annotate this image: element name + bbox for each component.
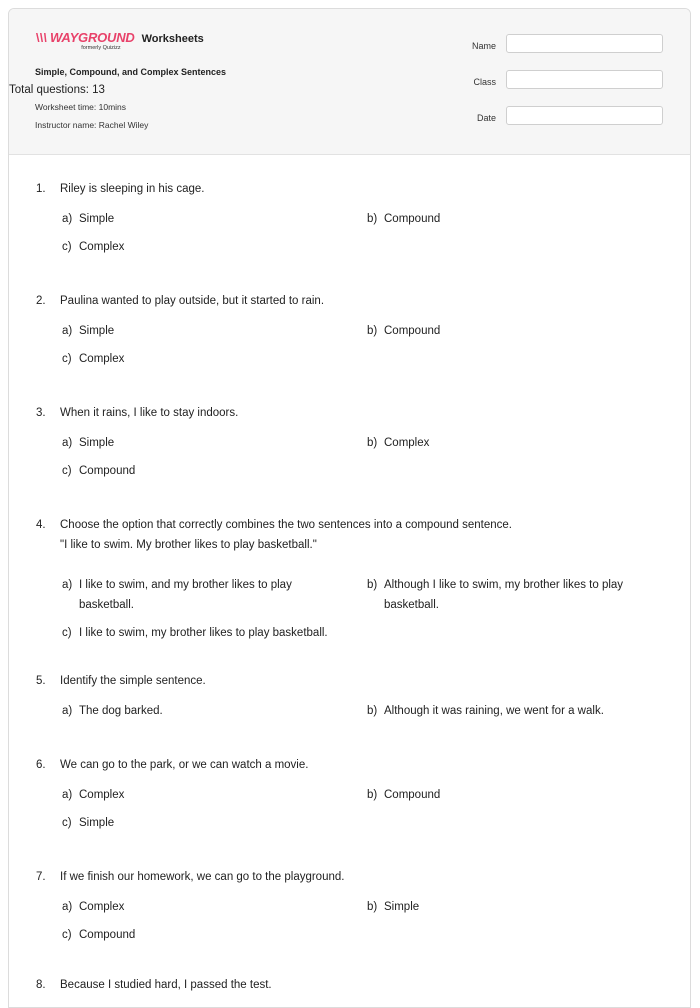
question-number: 6. [36,759,46,771]
question-number: 7. [36,871,46,883]
question-number: 4. [36,519,46,531]
question-text: We can go to the park, or we can watch a movie. [60,759,309,771]
date-label: Date [476,113,496,123]
total-questions: Total questions: 13 [9,84,105,96]
question-number: 2. [36,295,46,307]
worksheet: WAYGROUND formerly Quizizz Worksheets Simple, Compound, and Complex Sentences Total questions: 13 Worksheet time: 10mins Instructor name: Rachel Wiley Name Class Date 1. Riley is sleeping in his cage. a) Simple b) Compound c) Complex 2. Paulina wanted to play outside, but it started to rain. a) Simple b) Compound c) Complex 3. When it rains, I like to stay indoors. a) Simple b) Complex c) Compound 4. Choose the option that correctly combines the two sentences into a compound sentence. "I like to swim. My brother likes to play basketball." a) I like to swim, and my brother likes to play basketball. b) Although I like to swim, my brother likes to play basketball. c) I like to swim, my brother likes to play basketball. 5. Identify the simple sentence. a) The dog barked. b) Although it was raining, we went for a walk. 6. We can go to the park, or we can watch a movie. a) Complex b) Compound c) Simple 7. If we finish our homework, we can go to the playground. a) Complex b) Simple c) Compound 8. Because I studied hard, I passed the test. [8,8,691,1008]
question-text: Paulina wanted to play outside, but it started to rain. [60,295,325,307]
name-label: Name [471,41,496,51]
question-text: When it rains, I like to stay indoors. [60,407,239,419]
question-text: Riley is sleeping in his cage. [60,183,205,195]
worksheet-time: Worksheet time: 10mins [35,102,127,112]
class-field[interactable] [506,70,663,89]
question-quote-text: "I like to swim. My brother likes to play basketball." [60,539,317,551]
question-text: Choose the option that correctly combines the two sentences into a compound sentence. [60,519,512,531]
logo-subtext: formerly Quizizz [81,45,121,51]
date-field[interactable] [506,106,663,125]
question-number: 8. [36,979,46,991]
wayground-logo-icon [35,32,47,43]
question-number: 1. [36,183,46,195]
instructor-name: Instructor name: Rachel Wiley [35,120,149,130]
worksheet-title: Simple, Compound, and Complex Sentences [35,67,227,77]
question-number: 3. [36,407,46,419]
logo-text: WAYGROUND [50,30,135,45]
wayground-logo [35,31,135,51]
question-text: Identify the simple sentence. [60,675,206,687]
class-label: Class [473,77,496,87]
question-text: Because I studied hard, I passed the test. [60,979,272,991]
question-text: If we finish our homework, we can go to the playground. [60,871,345,883]
question-number: 5. [36,675,46,687]
logo-row [35,31,204,51]
worksheet-header [9,9,690,155]
app-label: Worksheets [141,33,204,45]
name-field[interactable] [506,34,663,53]
